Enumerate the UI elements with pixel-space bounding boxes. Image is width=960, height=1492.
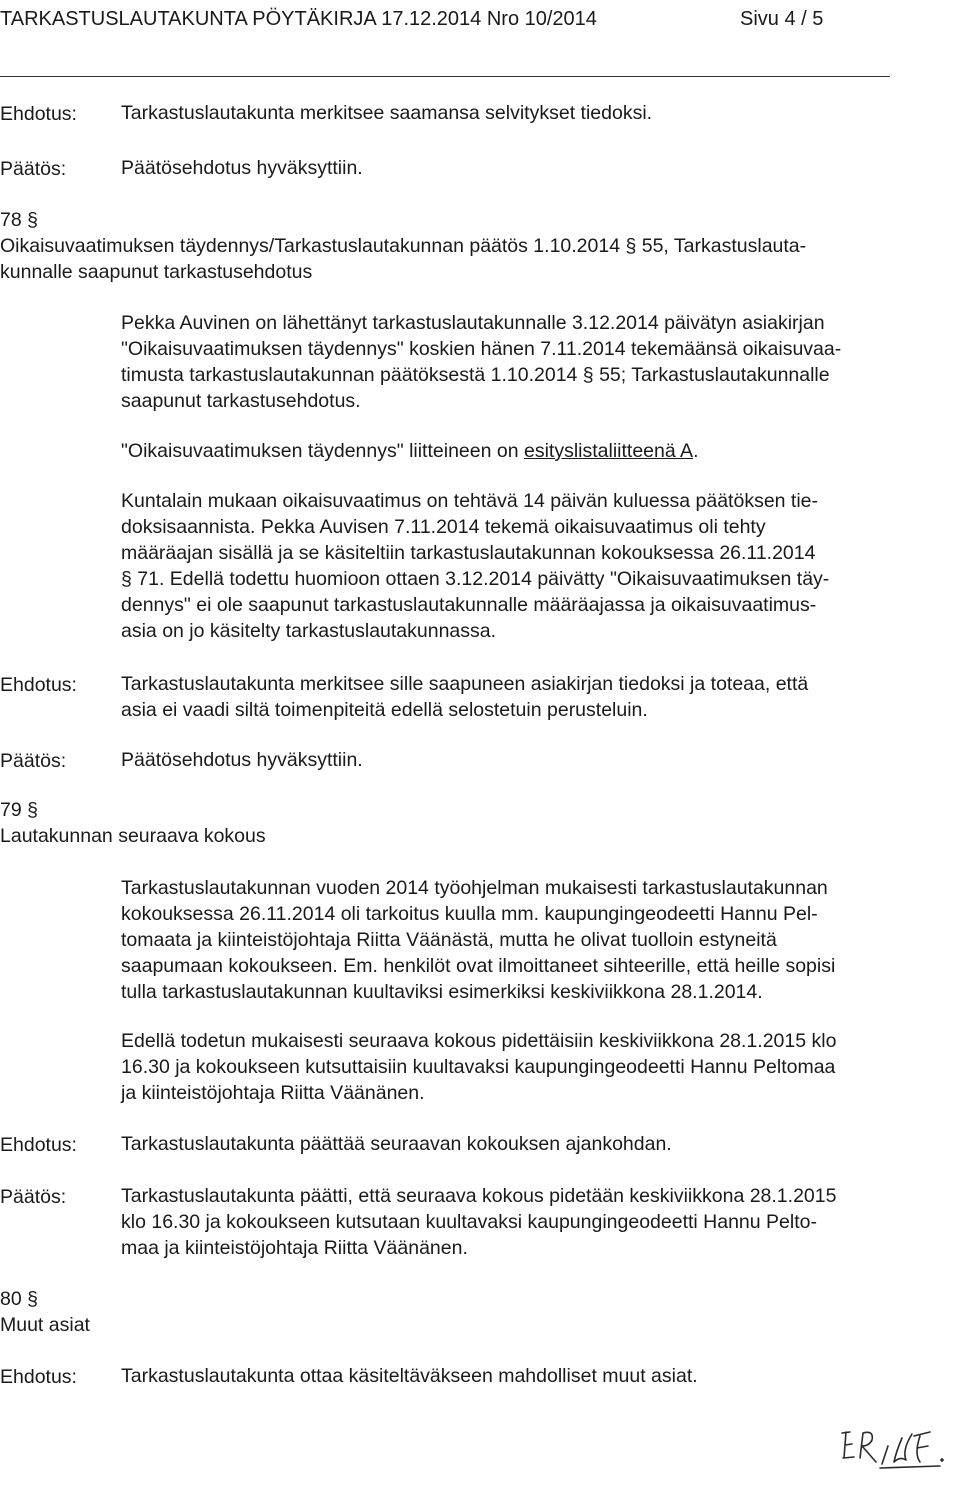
section-number: 80 § [0, 1288, 38, 1310]
ehdotus-text [121, 671, 941, 723]
paragraph-line: ja kiinteistöjohtaja Riitta Väänänen. [121, 1082, 425, 1104]
paragraph-line: doksisaannista. Pekka Auvisen 7.11.2014 tekemä oikaisuvaatimus oli tehty [121, 516, 766, 538]
paragraph-line: Tarkastuslautakunta merkitsee sille saapuneen asiakirjan tiedoksi ja toteaa, että [121, 673, 809, 695]
document-title: TARKASTUSLAUTAKUNTA PÖYTÄKIRJA 17.12.2014 Nro 10/2014 [0, 8, 597, 30]
paragraph-line: tomaata ja kiinteistöjohtaja Riitta Väänästä, mutta he olivat tuolloin estyneitä [121, 929, 777, 951]
paatos-label: Päätös: [0, 750, 67, 772]
section-title-line: kunnalle saapunut tarkastusehdotus [0, 261, 313, 283]
paragraph-line: saapumaan kokoukseen. Em. henkilöt ovat ilmoittaneet sihteerille, että heille sopisi [121, 955, 836, 977]
paragraph-line: klo 16.30 ja kokoukseen kutsutaan kuultavaksi kaupungingeodeetti Hannu Pelto- [121, 1211, 817, 1233]
paragraph-line: "Oikaisuvaatimuksen täydennys" koskien hänen 7.11.2014 tekemäänsä oikaisuvaa- [121, 338, 842, 360]
paragraph-line: dennys" ei ole saapunut tarkastuslautakunnalle määräajassa ja oikaisuvaatimus- [121, 594, 817, 616]
paatos-text: Päätösehdotus hyväksyttiin. [121, 157, 363, 179]
paragraph-line: saapunut tarkastusehdotus. [121, 390, 361, 412]
paragraph-line: määräajan sisällä ja se käsiteltiin tarkastuslautakunnan kokouksessa 26.11.2014 [121, 542, 816, 564]
section-number: 79 § [0, 799, 38, 821]
paragraph-line: Kuntalain mukaan oikaisuvaatimus on tehtävä 14 päivän kuluessa päätöksen tie- [121, 490, 819, 512]
section-79-paragraph-1 [121, 875, 941, 1005]
paragraph-line: § 71. Edellä todettu huomioon ottaen 3.12.2014 päivätty "Oikaisuvaatimuksen täy- [121, 568, 830, 590]
section-78-paragraph-2 [121, 438, 941, 464]
paragraph-line: 16.30 ja kokoukseen kutsuttaisiin kuultavaksi kaupungingeodeetti Hannu Peltomaa [121, 1056, 836, 1078]
paragraph-text: . [693, 440, 699, 462]
paragraph-line: timusta tarkastuslautakunnan päätöksestä 1.10.2014 § 55; Tarkastuslautakunnalle [121, 364, 830, 386]
ehdotus-text: Tarkastuslautakunta päättää seuraavan kokouksen ajankohdan. [121, 1133, 672, 1155]
section-79-paragraph-2 [121, 1028, 941, 1106]
ehdotus-text: Tarkastuslautakunta merkitsee saamansa selvitykset tiedoksi. [121, 102, 653, 124]
paatos-text: Päätösehdotus hyväksyttiin. [121, 749, 363, 771]
ehdotus-label: Ehdotus: [0, 674, 77, 696]
document-header [0, 8, 824, 31]
section-78-paragraph-3 [121, 488, 941, 644]
paragraph-line: asia ei vaadi siltä toimenpiteitä edellä selostetuin perusteluin. [121, 699, 648, 721]
paragraph-line: Tarkastuslautakunnan vuoden 2014 työohjelman mukaisesti tarkastuslautakunnan [121, 877, 828, 899]
section-80-heading [0, 1286, 90, 1338]
section-79-heading [0, 797, 266, 849]
section-title-line: Oikaisuvaatimuksen täydennys/Tarkastuslautakunnan päätös 1.10.2014 § 55, Tarkastuslauta- [0, 235, 807, 257]
ehdotus-text: Tarkastuslautakunta ottaa käsiteltäväkseen mahdolliset muut asiat. [121, 1365, 698, 1387]
paragraph-line: kokouksessa 26.11.2014 oli tarkoitus kuulla mm. kaupungingeodeetti Hannu Pel- [121, 903, 818, 925]
section-78-heading [0, 207, 806, 285]
paragraph-line: Edellä todetun mukaisesti seuraava kokous pidettäisiin keskiviikkona 28.1.2015 klo [121, 1030, 837, 1052]
paragraph-text: "Oikaisuvaatimuksen täydennys" liitteineen on [121, 440, 524, 462]
paragraph-line: asia on jo käsitelty tarkastuslautakunnassa. [121, 620, 497, 642]
section-number: 78 § [0, 209, 38, 231]
paragraph-line: maa ja kiinteistöjohtaja Riitta Väänänen. [121, 1237, 468, 1259]
ehdotus-label: Ehdotus: [0, 103, 77, 125]
section-78-paragraph-1 [121, 310, 941, 414]
paatos-text [121, 1183, 941, 1261]
ehdotus-label: Ehdotus: [0, 1134, 77, 1156]
paatos-label: Päätös: [0, 158, 67, 180]
paragraph-line: Pekka Auvinen on lähettänyt tarkastuslautakunnalle 3.12.2014 päivätyn asiakirjan [121, 312, 825, 334]
attachment-link[interactable]: esityslistaliitteenä A [523, 440, 694, 462]
handwritten-initials-signature [840, 1418, 950, 1478]
paragraph-line: tulla tarkastuslautakunnan kuultaviksi esimerkiksi keskiviikkona 28.1.2014. [121, 981, 763, 1003]
section-title: Muut asiat [0, 1314, 90, 1336]
ehdotus-label: Ehdotus: [0, 1366, 77, 1388]
paatos-label: Päätös: [0, 1186, 67, 1208]
page-number: Sivu 4 / 5 [740, 8, 824, 30]
header-divider [0, 76, 890, 77]
section-title: Lautakunnan seuraava kokous [0, 825, 266, 847]
paragraph-line: Tarkastuslautakunta päätti, että seuraava kokous pidetään keskiviikkona 28.1.2015 [121, 1185, 837, 1207]
